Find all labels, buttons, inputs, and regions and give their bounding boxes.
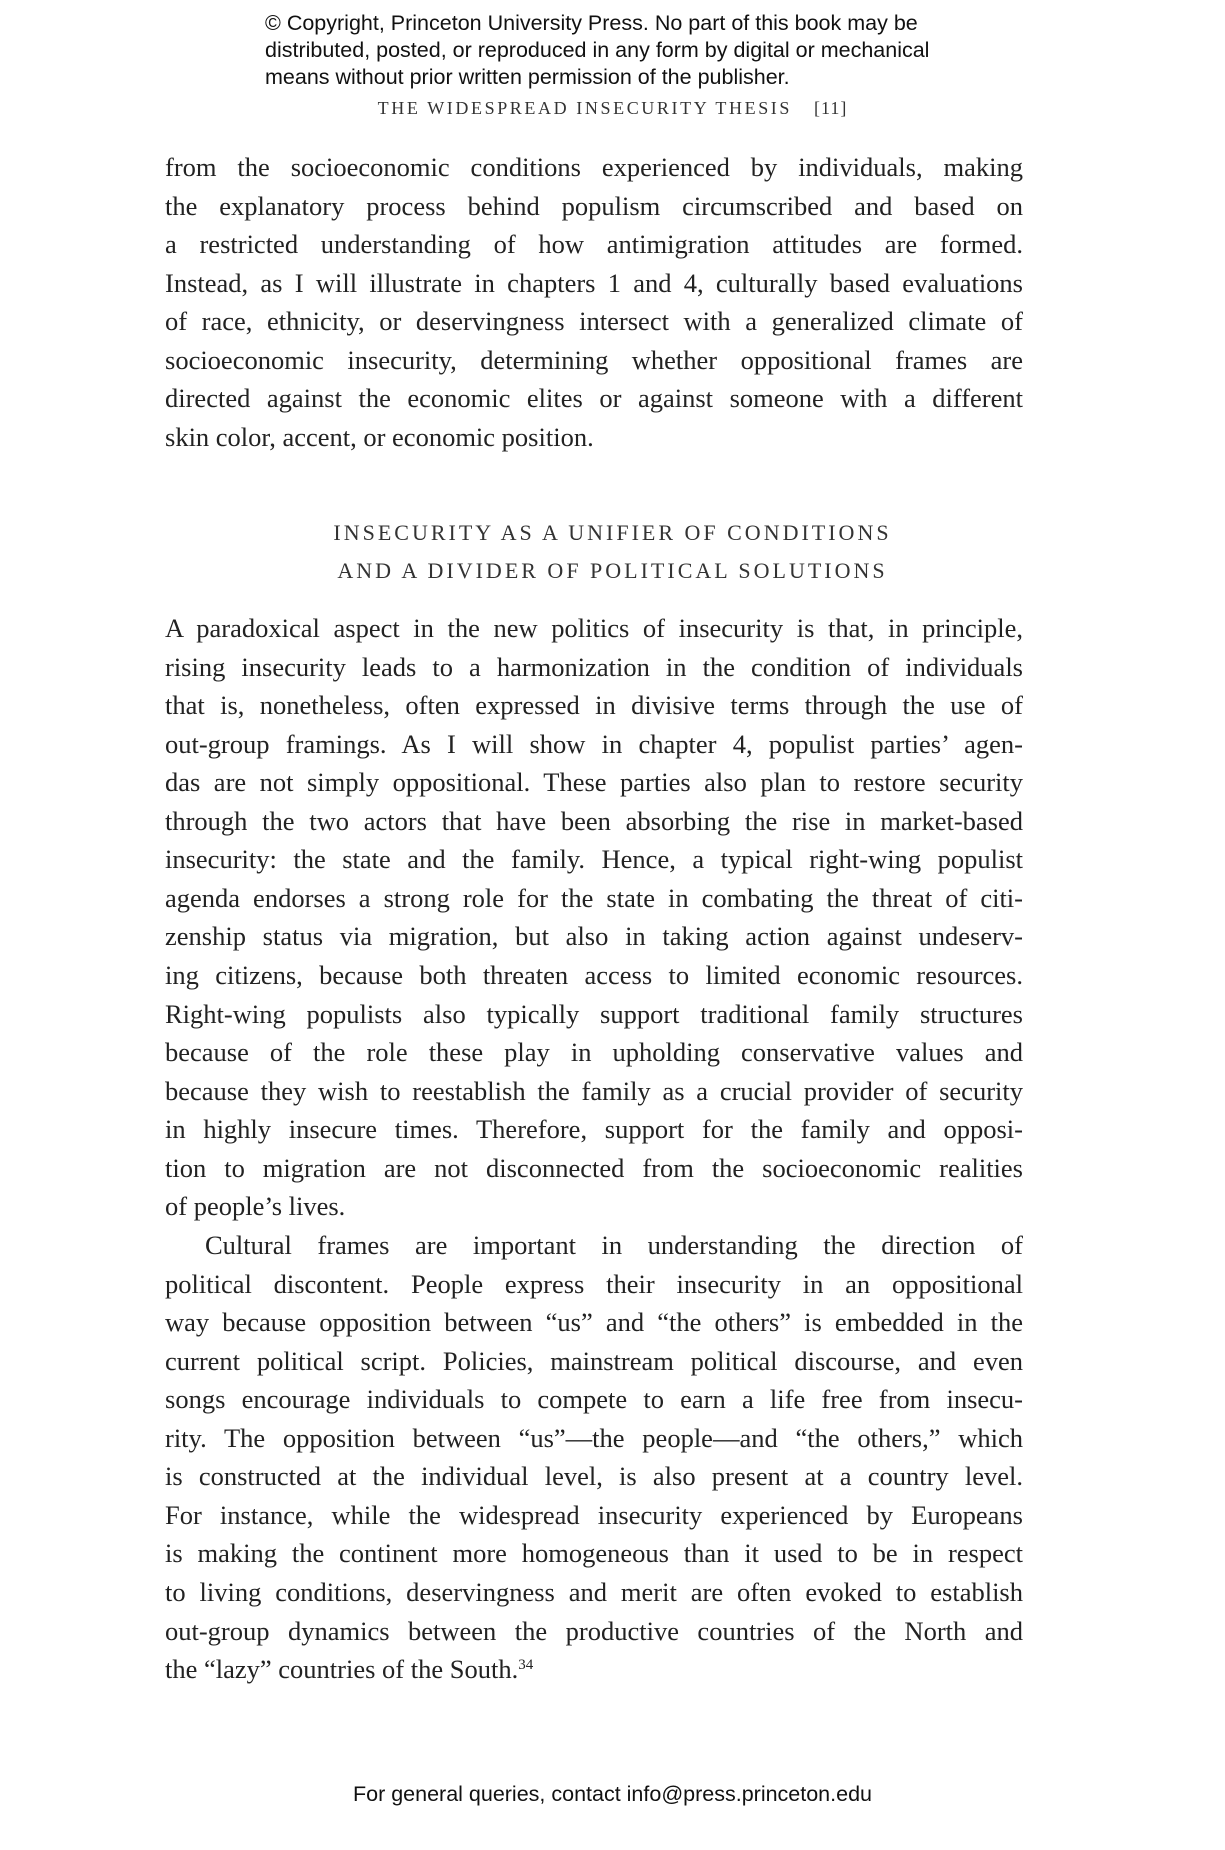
text-line — [165, 1303, 1023, 1341]
line-text: the “lazy” countries of the South. — [165, 1654, 519, 1685]
line-text: in highly insecure times. Therefore, support for the family and opposi- — [165, 1114, 1023, 1145]
line-text: through the two actors that have been absorbing the rise in market-based — [165, 805, 1023, 836]
text-line — [165, 725, 1023, 763]
line-text: Cultural frames are important in understanding the direction of — [205, 1230, 1023, 1260]
text-line — [165, 609, 1023, 647]
text-line — [165, 418, 1023, 456]
line-text: directed against the economic elites or against someone with a different — [165, 383, 1023, 414]
line-text: A paradoxical aspect in the new politics of insecurity is that, in principle, — [165, 613, 1023, 643]
text-line — [165, 1457, 1023, 1495]
line-text: current political script. Policies, mainstream political discourse, and even — [165, 1345, 1023, 1376]
text-line — [165, 148, 1023, 186]
line-text: agenda endorses a strong role for the state in combating the threat of citi- — [165, 882, 1023, 913]
text-line — [205, 1226, 1023, 1264]
text-line — [165, 1380, 1023, 1418]
copyright-line: means without prior written permission of the publisher. — [265, 65, 790, 89]
text-line — [165, 995, 1023, 1033]
text-line — [165, 840, 1023, 878]
text-line — [165, 379, 1023, 417]
line-text: socioeconomic insecurity, determining whether oppositional frames are — [165, 344, 1023, 375]
line-text: songs encourage individuals to compete to earn a life free from insecu- — [165, 1384, 1023, 1415]
line-text: the explanatory process behind populism circumscribed and based on — [165, 190, 1023, 221]
text-line — [165, 187, 1023, 225]
footer-contact: For general queries, contact info@press.princeton.edu — [352, 1782, 872, 1806]
line-text: das are not simply oppositional. These parties also plan to restore security — [165, 767, 1023, 798]
line-text: For instance, while the widespread insecurity experienced by Europeans — [165, 1499, 1023, 1530]
text-line — [165, 686, 1023, 724]
running-head — [0, 98, 1225, 119]
text-line — [165, 1265, 1023, 1303]
copyright-line: © Copyright, Princeton University Press. No part of this book may be — [265, 11, 918, 35]
text-line — [165, 1612, 1023, 1650]
text-line — [165, 879, 1023, 917]
line-text: because they wish to reestablish the family as a crucial provider of security — [165, 1075, 1023, 1106]
text-line — [165, 225, 1023, 263]
page-number: [11] — [814, 98, 848, 118]
text-line — [165, 1342, 1023, 1380]
line-text: skin color, accent, or economic position. — [165, 421, 594, 452]
line-text: zenship status via migration, but also in taking action against undeserv- — [165, 921, 1023, 952]
text-line — [165, 1187, 1023, 1225]
line-text: tion to migration are not disconnected from the socioeconomic realities — [165, 1152, 1023, 1183]
line-text: that is, nonetheless, often expressed in divisive terms through the use of — [165, 690, 1023, 721]
text-line — [165, 1110, 1023, 1148]
text-line — [165, 956, 1023, 994]
text-line — [165, 1149, 1023, 1187]
text-line — [165, 302, 1023, 340]
line-text: way because opposition between “us” and “the others” is embedded in the — [165, 1307, 1023, 1338]
line-text: out-group dynamics between the productive countries of the North and — [165, 1615, 1023, 1646]
text-line — [165, 1496, 1023, 1534]
text-line — [165, 1573, 1023, 1611]
copyright-line: distributed, posted, or reproduced in any form by digital or mechanical — [265, 38, 930, 62]
running-head-title: THE WIDESPREAD INSECURITY THESIS — [377, 98, 793, 118]
line-text: is constructed at the individual level, is also present at a country level. — [165, 1461, 1023, 1492]
line-text: is making the continent more homogeneous than it used to be in respect — [165, 1538, 1023, 1569]
line-text: out-group framings. As I will show in chapter 4, populist parties’ agen- — [165, 728, 1023, 759]
text-line — [165, 802, 1023, 840]
line-text: Right-wing populists also typically support traditional family structures — [165, 998, 1023, 1029]
text-line — [165, 1072, 1023, 1110]
line-text: rity. The opposition between “us”—the people—and “the others,” which — [165, 1422, 1023, 1453]
footnote-reference[interactable]: 34 — [518, 1657, 534, 1674]
line-text: from the socioeconomic conditions experienced by individuals, making — [165, 152, 1023, 182]
text-line — [165, 763, 1023, 801]
text-line — [165, 917, 1023, 955]
text-line — [165, 648, 1023, 686]
text-line — [165, 1650, 1023, 1688]
line-text: to living conditions, deservingness and merit are often evoked to establish — [165, 1576, 1023, 1607]
line-text: ing citizens, because both threaten access to limited economic resources. — [165, 959, 1023, 990]
section-heading-line-1: INSECURITY AS A UNIFIER OF CONDITIONS — [333, 520, 892, 545]
text-line — [165, 341, 1023, 379]
section-heading-line-2: AND A DIVIDER OF POLITICAL SOLUTIONS — [337, 558, 888, 583]
text-line — [165, 1419, 1023, 1457]
line-text: of people’s lives. — [165, 1191, 346, 1222]
text-line — [165, 1033, 1023, 1071]
line-text: political discontent. People express their insecurity in an oppositional — [165, 1268, 1023, 1299]
text-line — [165, 264, 1023, 302]
line-text: because of the role these play in upholding conservative values and — [165, 1037, 1023, 1068]
line-text: a restricted understanding of how antimigration attitudes are formed. — [165, 229, 1023, 260]
text-line — [165, 1534, 1023, 1572]
line-text: of race, ethnicity, or deservingness intersect with a generalized climate of — [165, 306, 1023, 337]
line-text: Instead, as I will illustrate in chapters 1 and 4, culturally based evaluations — [165, 267, 1023, 298]
line-text: rising insecurity leads to a harmonization in the condition of individuals — [165, 651, 1023, 682]
copyright-notice — [265, 10, 929, 91]
line-text: insecurity: the state and the family. Hence, a typical right-wing populist — [165, 844, 1023, 875]
